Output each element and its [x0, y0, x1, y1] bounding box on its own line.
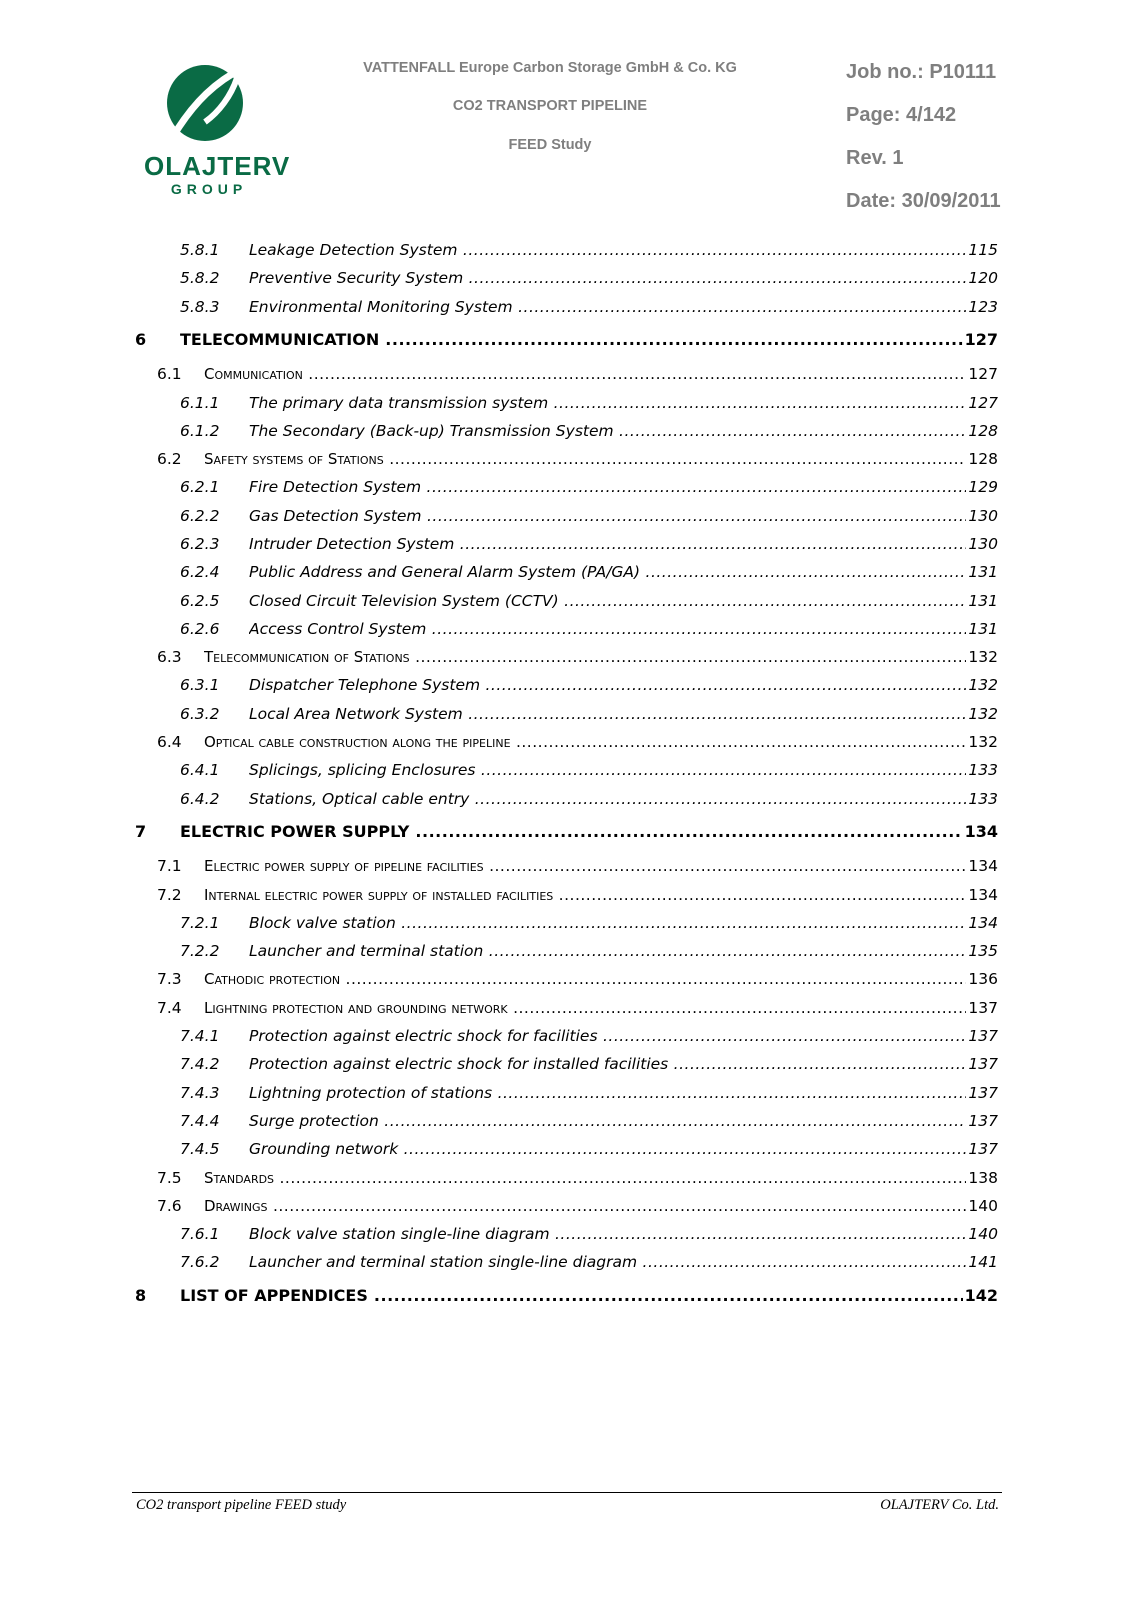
toc-entry-title: ELECTRIC POWER SUPPLY: [180, 822, 410, 841]
toc-entry-number: 6.4: [157, 733, 182, 751]
toc-entry-page: 134: [966, 883, 998, 907]
project-name: CO2 TRANSPORT PIPELINE: [452, 98, 648, 114]
olajterv-logo: [130, 62, 291, 202]
toc-entry-number: 7: [135, 822, 147, 841]
toc-entry-number: 6: [135, 330, 147, 349]
toc-entry-number: 6.4.2: [180, 790, 220, 808]
toc-entry-number: 5.8.2: [180, 269, 220, 287]
toc-entry-title: Splicings, splicing Enclosures: [249, 761, 476, 779]
toc-entry-title: Local Area Network System: [249, 705, 463, 723]
toc-entry-page: 137: [966, 1137, 998, 1161]
toc-entry-page: 115: [966, 238, 998, 262]
toc-entry-page: 134: [963, 820, 998, 844]
toc-entry-page: 133: [966, 758, 998, 782]
toc-entry-page: 140: [966, 1222, 998, 1246]
toc-entry-title: Surge protection: [249, 1112, 379, 1130]
toc-entry-number: 6.2.2: [180, 507, 220, 525]
toc-entry-title: Closed Circuit Television System (CCTV): [249, 592, 559, 610]
toc-entry-page: 131: [966, 560, 998, 584]
toc-entry-title: Protection against electric shock for installed facilities: [249, 1055, 669, 1073]
toc-entry-number: 7.5: [157, 1169, 182, 1187]
toc-entry-title: Launcher and terminal station single-line diagram: [249, 1253, 638, 1271]
toc-entry-page: 132: [966, 673, 998, 697]
toc-entry-title: The Secondary (Back-up) Transmission System: [249, 422, 614, 440]
toc-entry-number: 7.4.3: [180, 1084, 220, 1102]
toc-entry-title: The primary data transmission system: [249, 394, 549, 412]
toc-entry-number: 6.1: [157, 365, 182, 383]
toc-entry-page: 127: [963, 328, 998, 352]
toc-entry-number: 7.2.2: [180, 942, 220, 960]
company-name: VATTENFALL Europe Carbon Storage GmbH & Co. KG: [363, 60, 737, 76]
toc-entry-page: 134: [966, 854, 998, 878]
toc-entry-number: 5.8.3: [180, 298, 220, 316]
toc-entry-number: 7.6.1: [180, 1225, 220, 1243]
toc-entry-number: 6.3.1: [180, 676, 220, 694]
toc-entry-title: Communication: [204, 365, 303, 383]
toc-entry-title: Intruder Detection System: [249, 535, 455, 553]
footer-left-text: CO2 transport pipeline FEED study: [136, 1497, 347, 1513]
toc-entry-page: 131: [966, 617, 998, 641]
toc-entry-number: 6.3.2: [180, 705, 220, 723]
toc-entry-title: Standards: [204, 1169, 275, 1187]
toc-entry-page: 136: [966, 967, 998, 991]
toc-entry-title: Grounding network: [249, 1140, 399, 1158]
toc-entry-number: 7.4.5: [180, 1140, 220, 1158]
toc-entry-page: 128: [966, 447, 998, 471]
toc-entry-page: 137: [966, 1081, 998, 1105]
toc-entry-title: Gas Detection System: [249, 507, 422, 525]
logo-wordmark: OLAJTERV: [144, 151, 291, 181]
toc-entry-page: 137: [966, 1109, 998, 1133]
toc-entry-page: 128: [966, 419, 998, 443]
toc-entry-title: Telecommunication of Stations: [204, 648, 410, 666]
toc-entry-number: 7.2.1: [180, 914, 220, 932]
toc-entry-page: 132: [966, 702, 998, 726]
logo-group-text: GROUP: [170, 181, 248, 197]
toc-entry-title: Lightning protection and grounding network: [204, 999, 508, 1017]
toc-entry-page: 130: [966, 532, 998, 556]
toc-entry-page: 120: [966, 266, 998, 290]
toc-entry-title: Block valve station single-line diagram: [249, 1225, 550, 1243]
toc-entry-number: 6.2.5: [180, 592, 220, 610]
toc-entry-title: Safety systems of Stations: [204, 450, 384, 468]
toc-entry-page: 138: [966, 1166, 998, 1190]
toc-entry-title: Stations, Optical cable entry: [249, 790, 470, 808]
toc-entry-page: 132: [966, 730, 998, 754]
toc-entry-page: 129: [966, 475, 998, 499]
toc-entry-number: 7.4: [157, 999, 182, 1017]
toc-entry-title: Environmental Monitoring System: [249, 298, 513, 316]
toc-entry-number: 7.2: [157, 886, 182, 904]
toc-entry-title: Fire Detection System: [249, 478, 422, 496]
document-date: Date: 30/09/2011: [846, 190, 1001, 212]
toc-entry-number: 7.3: [157, 970, 182, 988]
toc-entry-title: Dispatcher Telephone System: [249, 676, 481, 694]
toc-entry-page: 130: [966, 504, 998, 528]
toc-entry-page: 142: [963, 1284, 998, 1308]
toc-entry-title: LIST OF APPENDICES: [180, 1286, 368, 1305]
toc-entry-number: 6.2.3: [180, 535, 220, 553]
header-meta: [846, 60, 1001, 232]
toc-entry-number: 6.2.1: [180, 478, 220, 496]
toc-entry-title: Internal electric power supply of installed facilities: [204, 886, 554, 904]
toc-entry-number: 6.2.4: [180, 563, 220, 581]
toc-entry-page: 127: [966, 362, 998, 386]
toc-entry-page: 137: [966, 1024, 998, 1048]
toc-entry-title: Block valve station: [249, 914, 396, 932]
toc-entry-title: Preventive Security System: [249, 269, 464, 287]
header-center: [330, 58, 770, 155]
study-name: FEED Study: [508, 137, 592, 153]
toc-entry-number: 6.2.6: [180, 620, 220, 638]
toc-entry-page: 137: [966, 996, 998, 1020]
toc-entry-title: Access Control System: [249, 620, 427, 638]
toc-entry-title: Electric power supply of pipeline facilities: [204, 857, 484, 875]
toc-entry-title: TELECOMMUNICATION: [180, 330, 380, 349]
toc-entry-title: Optical cable construction along the pipeline: [204, 733, 511, 751]
toc-entry-number: 6.4.1: [180, 761, 220, 779]
toc-entry-title: Lightning protection of stations: [249, 1084, 493, 1102]
toc-entry-page: 127: [966, 391, 998, 415]
toc-entry-page: 133: [966, 787, 998, 811]
toc-entry-page: 140: [966, 1194, 998, 1218]
footer-divider: [132, 1492, 1002, 1493]
toc-entry-title: Launcher and terminal station: [249, 942, 484, 960]
toc-entry-page: 123: [966, 295, 998, 319]
toc-entry-number: 7.4.1: [180, 1027, 220, 1045]
page-number: Page: 4/142: [846, 104, 957, 126]
toc-entry-number: 6.2: [157, 450, 182, 468]
toc-entry-number: 7.6.2: [180, 1253, 220, 1271]
toc-entry-page: 134: [966, 911, 998, 935]
toc-entry-title: Drawings: [204, 1197, 268, 1215]
toc-entry-number: 7.6: [157, 1197, 182, 1215]
toc-entry-number: 8: [135, 1286, 147, 1305]
toc-entry-title: Cathodic protection: [204, 970, 341, 988]
toc-entry-number: 5.8.1: [180, 241, 220, 259]
toc-entry-page: 131: [966, 589, 998, 613]
toc-entry-page: 141: [966, 1250, 998, 1274]
job-number: Job no.: P10111: [846, 61, 997, 83]
toc-entry-page: 137: [966, 1052, 998, 1076]
toc-entry-page: 135: [966, 939, 998, 963]
toc-entry-title: Public Address and General Alarm System (PA/GA): [249, 563, 641, 581]
olajterv-leaf-icon: [165, 62, 245, 144]
revision: Rev. 1: [846, 147, 904, 169]
toc-entry-number: 6.1.2: [180, 422, 220, 440]
toc-entry-number: 7.4.4: [180, 1112, 220, 1130]
footer-right-text: OLAJTERV Co. Ltd.: [880, 1497, 999, 1513]
toc-entry-number: 6.3: [157, 648, 182, 666]
toc-entry-page: 132: [966, 645, 998, 669]
toc-entry-number: 7.4.2: [180, 1055, 220, 1073]
toc-entry-number: 6.1.1: [180, 394, 220, 412]
toc-entry-number: 7.1: [157, 857, 182, 875]
toc-entry-title: Leakage Detection System: [249, 241, 458, 259]
toc-entry-title: Protection against electric shock for facilities: [249, 1027, 598, 1045]
